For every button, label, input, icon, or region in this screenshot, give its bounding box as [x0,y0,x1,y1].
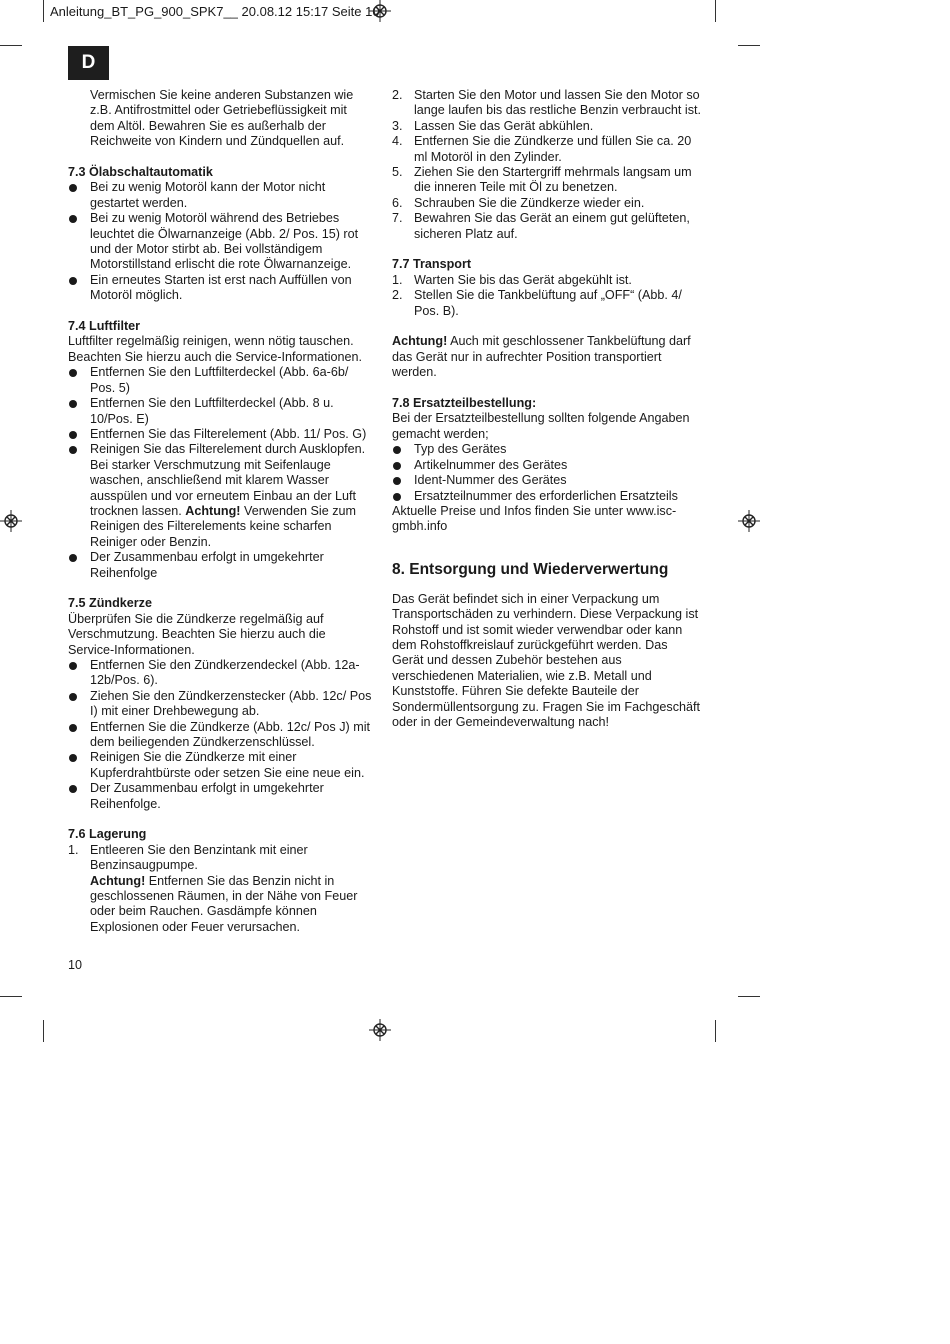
section-7-4-list [68,365,374,581]
list-item [68,843,374,935]
list-item: Der Zusammenbau erfolgt in umgekehrter Reihenfolge [68,550,374,581]
print-header: Anleitung_BT_PG_900_SPK7__ 20.08.12 15:17 Seite 10 [50,4,380,19]
step-text: Entleeren Sie den Benzintank mit einer Benzinsaugpumpe. [90,842,308,873]
crop-mark [0,996,22,997]
warning-text: Verwenden Sie zum Reinigen des Filterelements keine scharfen Reiniger oder Benzin. [90,503,356,549]
section-8-text: Das Gerät befindet sich in einer Verpackung um Transportschäden zu verhindern. Diese Verpackung ist Rohstoff und ist somit wieder verwendbar oder kann dem Rohstoffkreislauf zurückgeführt werden. Das Gerät und dessen Zubehör bestehen aus verschiedenen Materialien, wie z.B. Metall und Kunststoffe. Führen Sie defekte Bauteile der Sondermüllentsorgung zu. Fragen Sie im Fachgeschäft oder in der Gemeindeverwaltung nach! [392,591,701,729]
section-7-5-text: Überprüfen Sie die Zündkerze regelmäßig auf Verschmutzung. Beachten Sie hierzu auch die Service-Informationen. [68,611,326,657]
list-item [68,442,374,550]
list-item: Entfernen Sie den Zündkerzendeckel (Abb. 12a-12b/Pos. 6). [68,658,374,689]
left-column [68,88,374,935]
section-7-3-title: 7.3 Ölabschaltautomatik [68,165,213,180]
step-number: 2. [392,288,403,303]
step-text: Lassen Sie das Gerät abkühlen. [414,118,594,133]
section-7-8-footer: Aktuelle Preise und Infos finden Sie unter www.isc-gmbh.info [392,503,677,534]
list-item: Ziehen Sie den Zündkerzenstecker (Abb. 12c/ Pos I) mit einer Drehbewegung ab. [68,689,374,720]
clean-text: Reinigen Sie das Filterelement durch Ausklopfen. Bei starker Verschmutzung mit Seifenlauge waschen, anschließend mit klarem Wasser ausspülen und vor erneutem Einbau an der Luft trocknen lassen. [90,442,366,518]
registration-mark-icon [738,510,760,532]
list-item [392,134,702,165]
language-badge: D [68,46,109,80]
section-7-6-title: 7.6 Lagerung [68,827,147,842]
section-7-5-title: 7.5 Zündkerze [68,596,152,611]
warning-text: Entfernen Sie das Benzin nicht in geschlossenen Räumen, in der Nähe von Feuer oder beim Rauchen. Gasdämpfe können Explosionen oder Feuer verursachen. [90,873,358,934]
section-7-4-text: Luftfilter regelmäßig reinigen, wenn nötig tauschen. Beachten Sie hierzu auch die Service-Informationen. [68,334,363,364]
list-item: Bei zu wenig Motoröl während des Betriebes leuchtet die Ölwarnanzeige (Abb. 2/ Pos. 15) rot und der Motor stirbt ab. Bei vollständigem Motorstillstand erlischt die rote Ölwarnanzeige. [68,211,374,273]
step-number: 6. [392,195,403,210]
step-text: Bewahren Sie das Gerät an einem gut gelüfteten, sicheren Platz auf. [414,211,690,241]
section-7-6-list [68,843,374,935]
list-item: Ein erneutes Starten ist erst nach Auffüllen von Motoröl möglich. [68,273,374,304]
list-item [392,288,702,319]
crop-mark [738,45,760,46]
list-item: Der Zusammenbau erfolgt in umgekehrter Reihenfolge. [68,781,374,812]
section-8-title: 8. Entsorgung und Wiederverwertung [392,560,669,578]
section-7-6-continued-list [392,88,702,242]
registration-mark-icon [369,0,391,22]
crop-mark [0,45,22,46]
section-7-5-list [68,658,374,812]
step-text: Starten Sie den Motor und lassen Sie den Motor so lange laufen bis das restliche Benzin verbraucht ist. [414,88,702,118]
crop-mark [715,1020,716,1042]
right-column [392,88,702,730]
list-item: Entfernen Sie den Luftfilterdeckel (Abb. 8 u. 10/Pos. E) [68,396,374,427]
step-number: 7. [392,211,403,226]
step-text: Entfernen Sie die Zündkerze und füllen Sie ca. 20 ml Motoröl in den Zylinder. [414,134,692,164]
step-number: 4. [392,134,403,149]
step-number: 5. [392,165,403,180]
list-item [392,211,702,242]
list-item: Typ des Gerätes [392,442,702,457]
section-7-4-title: 7.4 Luftfilter [68,319,141,334]
list-item: Ersatzteilnummer des erforderlichen Ersatzteils [392,489,702,504]
step-text: Warten Sie bis das Gerät abgekühlt ist. [414,272,632,287]
list-item [392,273,702,288]
list-item: Reinigen Sie die Zündkerze mit einer Kupferdrahtbürste oder setzen Sie eine neue ein. [68,750,374,781]
step-number: 1. [392,272,403,287]
step-number: 1. [68,842,79,857]
section-7-7-title: 7.7 Transport [392,257,472,272]
list-item: Entfernen Sie das Filterelement (Abb. 11/ Pos. G) [68,427,374,442]
list-item [392,165,702,196]
registration-mark-icon [369,1019,391,1041]
list-item [392,196,702,211]
step-text: Ziehen Sie den Startergriff mehrmals langsam um die inneren Teile mit Öl zu benetzen. [414,165,692,195]
section-7-7-warning [392,334,702,380]
crop-mark [715,0,716,22]
warning-label: Achtung! [185,503,241,518]
warning-label: Achtung! [392,334,448,349]
list-item: Entfernen Sie den Luftfilterdeckel (Abb. 6a-6b/ Pos. 5) [68,365,374,396]
list-item [392,119,702,134]
list-item: Ident-Nummer des Gerätes [392,473,702,488]
list-item: Bei zu wenig Motoröl kann der Motor nicht gestartet werden. [68,180,374,211]
step-number: 2. [392,88,403,102]
warning-text: Auch mit geschlossener Tankbelüftung darf das Gerät nur in aufrechter Position transportiert werden. [392,334,691,380]
step-text: Schrauben Sie die Zündkerze wieder ein. [414,195,645,210]
section-7-7-list [392,273,702,319]
intro-paragraph: Vermischen Sie keine anderen Substanzen wie z.B. Antifrostmittel oder Getriebeflüssigkeit mit dem Altöl. Bewahren Sie es außerhalb der Reichweite von Kindern und Zündquellen auf. [90,88,354,149]
section-7-8-list [392,442,702,504]
step-text: Stellen Sie die Tankbelüftung auf „OFF“ (Abb. 4/ Pos. B). [414,288,682,318]
section-7-8-title: 7.8 Ersatzteilbestellung: [392,396,537,411]
section-7-3-list [68,180,374,303]
list-item [392,88,702,119]
crop-mark [738,996,760,997]
list-item: Artikelnummer des Gerätes [392,458,702,473]
step-number: 3. [392,118,403,133]
section-7-8-text: Bei der Ersatzteilbestellung sollten folgende Angaben gemacht werden; [392,411,690,441]
crop-mark [43,0,44,22]
list-item: Entfernen Sie die Zündkerze (Abb. 12c/ Pos J) mit dem beiliegenden Zündkerzenschlüssel. [68,720,374,751]
warning-label: Achtung! [90,873,146,888]
crop-mark [43,1020,44,1042]
page-number: 10 [68,958,83,972]
registration-mark-icon [0,510,22,532]
